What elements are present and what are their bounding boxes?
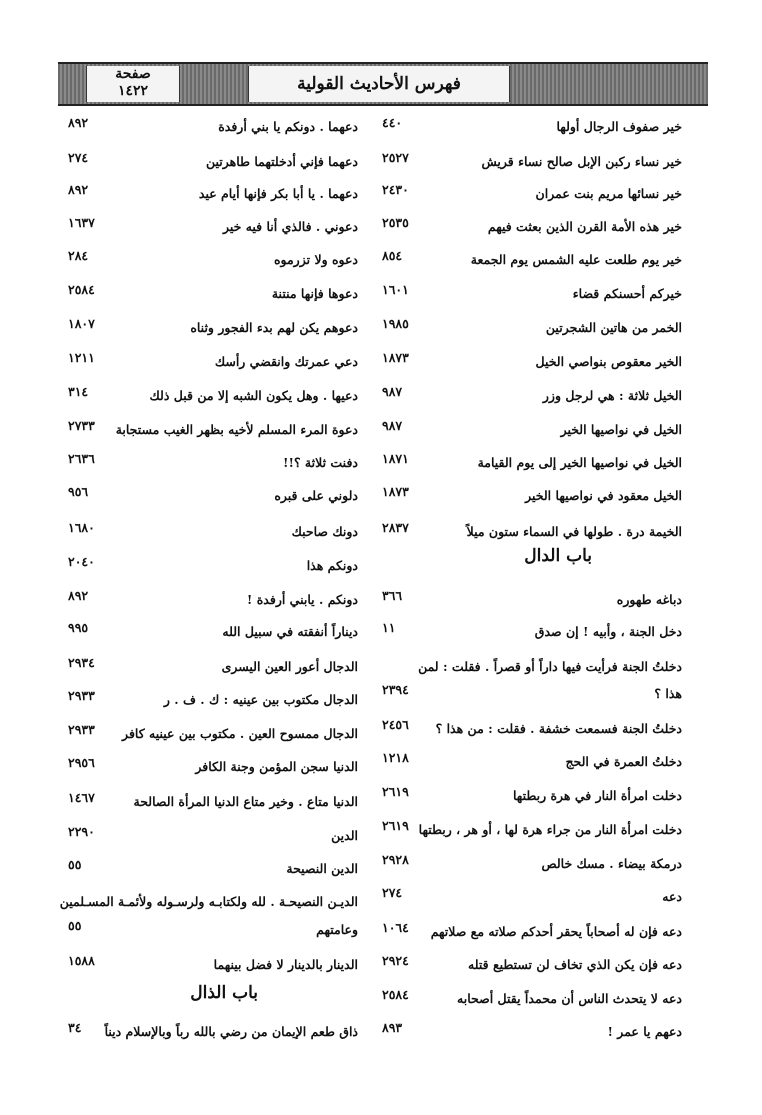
index-entry [382, 680, 682, 710]
entry-page-number: ٢٨٤ [68, 248, 89, 263]
entry-text: الخيل معقود في نواصيها الخير [525, 488, 682, 503]
page-header [58, 62, 708, 106]
index-entry [382, 985, 682, 1015]
entry-text: خير هذه الأمة القرن الذين بعثت فيهم [487, 219, 682, 234]
entry-page-number: ٢٩٣٣ [68, 688, 95, 703]
entry-text: وعامتهم [316, 922, 358, 937]
index-entry [68, 246, 378, 276]
index-entry [68, 1018, 378, 1048]
entry-page-number: ١٢١١ [68, 350, 95, 365]
entry-text: خير يوم طلعت عليه الشمس يوم الجمعة [470, 252, 682, 267]
page-title: فهرس الأحاديث القولية [248, 66, 510, 102]
index-entry [68, 951, 378, 981]
entry-page-number: ٢٧٣٣ [68, 418, 95, 433]
entry-page-number: ٢٦١٩ [382, 784, 409, 799]
entry-text: دعه فإن يكن الذي تخاف لن تستطيع قتله [468, 957, 682, 972]
entry-page-number: ٩٨٧ [382, 418, 403, 433]
entry-text: دعوه ولا تزرموه [273, 252, 358, 267]
index-entry [382, 382, 682, 412]
index-entry [382, 618, 682, 648]
entry-page-number: ١٦٨٠ [68, 520, 95, 535]
index-entry [68, 720, 378, 750]
entry-text: درمكة بيضاء . مسك خالص [541, 856, 682, 871]
entry-text: الدينار بالدينار لا فضل بينهما [213, 957, 358, 972]
entry-page-number: ٣٤ [68, 1020, 82, 1035]
entry-text: الخمر من هاتين الشجرتين [545, 320, 682, 335]
index-entry [68, 552, 378, 582]
entry-page-number: ١٤٦٧ [68, 790, 95, 805]
entry-text: خير نسائها مريم بنت عمران [535, 186, 682, 201]
index-entry [382, 715, 682, 745]
index-entry [68, 686, 378, 716]
entry-text: دعيها . وهل يكون الشبه إلا من قبل ذلك [149, 388, 358, 403]
entry-text: خير نساء ركبن الإبل صالح نساء قريش [481, 154, 682, 169]
index-entry [382, 482, 682, 512]
entry-page-number: ١٨٧٣ [382, 484, 409, 499]
entry-text: هذا ؟ [654, 686, 682, 701]
index-entry [68, 314, 378, 344]
index-entry [382, 416, 682, 446]
entry-text: الخيمة درة . طولها في السماء ستون ميلاً [466, 524, 682, 539]
entry-page-number: ١٩٨٥ [382, 316, 409, 331]
entry-page-number: ٢٩٣٣ [68, 722, 95, 737]
index-entry [382, 1018, 682, 1048]
entry-text: دونك صاحبك [291, 524, 358, 539]
index-entry [382, 883, 682, 913]
entry-text: دونكم . يابني أرفدة ! [246, 592, 358, 607]
entry-text: الخيل في نواصيها الخير [560, 422, 682, 437]
entry-text: الخيل في نواصيها الخير إلى يوم القيامة [477, 455, 682, 470]
index-entry [382, 213, 682, 243]
index-entry [68, 416, 378, 446]
entry-text: دخل الجنة ، وأبيه ! إن صدق [534, 624, 682, 639]
entry-page-number: ٢٨٣٧ [382, 520, 409, 535]
entry-page-number: ٢٧٤ [68, 150, 89, 165]
entry-page-number: ٩٨٧ [382, 384, 403, 399]
entry-text: دعه لا يتحدث الناس أن محمداً يقتل أصحابه [457, 991, 682, 1006]
entry-text: دعه فإن له أصحاباً يحقر أحدكم صلاته مع صلاتهم [430, 924, 682, 939]
index-entry [68, 213, 378, 243]
entry-page-number: ٢٥٢٧ [382, 150, 409, 165]
entry-text: الديـن النصيحـة . لله ولكتابـه ولرسـوله ولأئمـة المسـلمين [59, 894, 358, 909]
entry-page-number: ٥٥ [68, 918, 82, 933]
entry-text: الخير معقوص بنواصي الخيل [535, 354, 682, 369]
index-entry [382, 653, 682, 683]
entry-page-number: ٢٤٣٠ [382, 182, 409, 197]
entry-text: الدين [331, 828, 358, 843]
entry-page-number: ٢٣٩٤ [382, 682, 409, 697]
index-entry [382, 449, 682, 479]
index-entry [382, 850, 682, 880]
entry-page-number: ٢٢٩٠ [68, 824, 95, 839]
entry-text: دونكم هذا [306, 558, 358, 573]
index-entry [68, 855, 378, 885]
entry-text: دفنت ثلاثة ؟!! [282, 455, 358, 470]
entry-page-number: ١١ [382, 620, 396, 635]
entry-page-number: ٢٦١٩ [382, 818, 409, 833]
entry-page-number: ٢٩٢٨ [382, 852, 409, 867]
entry-text: دخلت امرأة النار من جراء هرة لها ، أو هر ، ربطتها [418, 822, 682, 837]
entry-text: دعه [662, 889, 682, 904]
entry-text: الدجال مكتوب بين عينيه : ك . ف . ر [163, 692, 358, 707]
index-entry [382, 918, 682, 948]
index-entry [68, 148, 378, 178]
entry-page-number: ٨٩٢ [68, 588, 89, 603]
entry-text: دعوة المرء المسلم لأخيه بظهر الغيب مستجابة [115, 422, 358, 437]
entry-page-number: ٩٥٦ [68, 484, 89, 499]
entry-text: دعهما . دونكم يا بني أرفدة [218, 119, 358, 134]
entry-page-number: ٢٩٥٦ [68, 755, 95, 770]
section-heading: باب الذال [190, 983, 258, 1003]
index-entry [68, 382, 378, 412]
index-entry [382, 816, 682, 846]
entry-text: دباغه طهوره [616, 592, 682, 607]
index-entry [68, 788, 378, 818]
entry-page-number: ٣١٤ [68, 384, 89, 399]
entry-page-number: ٢٩٣٤ [68, 655, 95, 670]
index-entry [68, 348, 378, 378]
entry-page-number: ٨٩٢ [68, 182, 89, 197]
entry-page-number: ٢٧٤ [382, 885, 403, 900]
entry-text: الدنيا متاع . وخير متاع الدنيا المرأة الصالحة [133, 794, 358, 809]
entry-page-number: ١٥٨٨ [68, 953, 95, 968]
entry-text: خير صفوف الرجال أولها [556, 119, 682, 134]
index-entry [68, 180, 378, 210]
entry-page-number: ١٠٦٤ [382, 920, 409, 935]
entry-page-number: ٢٥٣٥ [382, 215, 409, 230]
entry-text: دعهم يا عمر ! [607, 1024, 682, 1039]
index-entry [68, 618, 378, 648]
entry-text: الدين النصيحة [286, 861, 358, 876]
entry-page-number: ٢٥٨٤ [382, 987, 409, 1002]
index-entry [382, 314, 682, 344]
entry-text: دخلتُ الجنة فسمعت خشفة . فقلت : من هذا ؟ [435, 721, 682, 736]
entry-page-number: ١٦٠١ [382, 282, 409, 297]
index-entry [68, 113, 378, 143]
entry-page-number: ٤٤٠ [382, 115, 403, 130]
entry-text: دخلتُ الجنة فرأيت فيها داراً أو قصراً . فقلت : لمن [418, 659, 682, 674]
index-entry [382, 280, 682, 310]
entry-page-number: ١٢١٨ [382, 750, 409, 765]
page-label: صفحة [115, 66, 151, 82]
entry-page-number: ١٦٣٧ [68, 215, 95, 230]
entry-text: دعي عمرتك وانقضي رأسك [214, 354, 358, 369]
index-entry [382, 246, 682, 276]
index-entry [68, 482, 378, 512]
entry-text: دخلتُ العمرة في الحج [565, 754, 682, 769]
page-number: ١٤٢٢ [117, 83, 149, 99]
index-entry [68, 822, 378, 852]
index-entry [68, 449, 378, 479]
entry-page-number: ٢٤٥٦ [382, 717, 409, 732]
entry-text: دعهما . يا أبا بكر فإنها أيام عيد [198, 186, 358, 201]
entry-text: الدجال ممسوح العين . مكتوب بين عينيه كافر [122, 726, 358, 741]
entry-page-number: ١٨٠٧ [68, 316, 95, 331]
entry-page-number: ٢٥٨٤ [68, 282, 95, 297]
entry-page-number: ٢٠٤٠ [68, 554, 95, 569]
entry-page-number: ١٨٧٣ [382, 350, 409, 365]
entry-page-number: ١٨٧١ [382, 451, 409, 466]
index-entry [382, 113, 682, 143]
entry-page-number: ٣٦٦ [382, 588, 403, 603]
index-entry [382, 348, 682, 378]
index-entry [68, 586, 378, 616]
index-entry [59, 888, 378, 918]
entry-page-number: ٢٦٣٦ [68, 451, 95, 466]
index-entry [68, 916, 378, 946]
entry-page-number: ٨٩٢ [68, 115, 89, 130]
entry-text: ديناراً أنفقته في سبيل الله [222, 624, 358, 639]
entry-text: دعوني . فالذي أنا فيه خير [222, 219, 358, 234]
entry-page-number: ٨٥٤ [382, 248, 403, 263]
index-entry [382, 951, 682, 981]
index-entry [382, 586, 682, 616]
entry-page-number: ٥٥ [68, 857, 82, 872]
index-entry [382, 518, 682, 548]
entry-page-number: ٩٩٥ [68, 620, 89, 635]
entry-page-number: ٢٩٢٤ [382, 953, 409, 968]
entry-page-number: ٨٩٣ [382, 1020, 403, 1035]
entry-text: ذاق طعم الإيمان من رضي بالله رباً وبالإسلام ديناً [104, 1024, 358, 1039]
index-entry [68, 280, 378, 310]
entry-text: دعهما فإني أدخلتهما طاهرتين [205, 154, 358, 169]
entry-text: دعوها فإنها منتنة [271, 286, 358, 301]
section-heading: باب الدال [524, 546, 592, 566]
index-entry [382, 782, 682, 812]
entry-text: الدنيا سجن المؤمن وجنة الكافر [195, 759, 358, 774]
entry-text: دخلت امرأة النار في هرة ربطتها [513, 788, 682, 803]
entry-text: دلوني على قبره [274, 488, 358, 503]
index-entry [68, 518, 378, 548]
index-entry [68, 753, 378, 783]
entry-text: الدجال أعور العين اليسرى [221, 659, 358, 674]
entry-text: الخيل ثلاثة : هي لرجل وزر [542, 388, 682, 403]
index-entry [382, 148, 682, 178]
index-entry [68, 653, 378, 683]
index-entry [382, 180, 682, 210]
entry-text: دعوهم يكن لهم بدء الفجور وثناه [190, 320, 358, 335]
index-entry [382, 748, 682, 778]
page-number-box [86, 66, 180, 102]
entry-text: خيركم أحسنكم قضاء [572, 286, 682, 301]
